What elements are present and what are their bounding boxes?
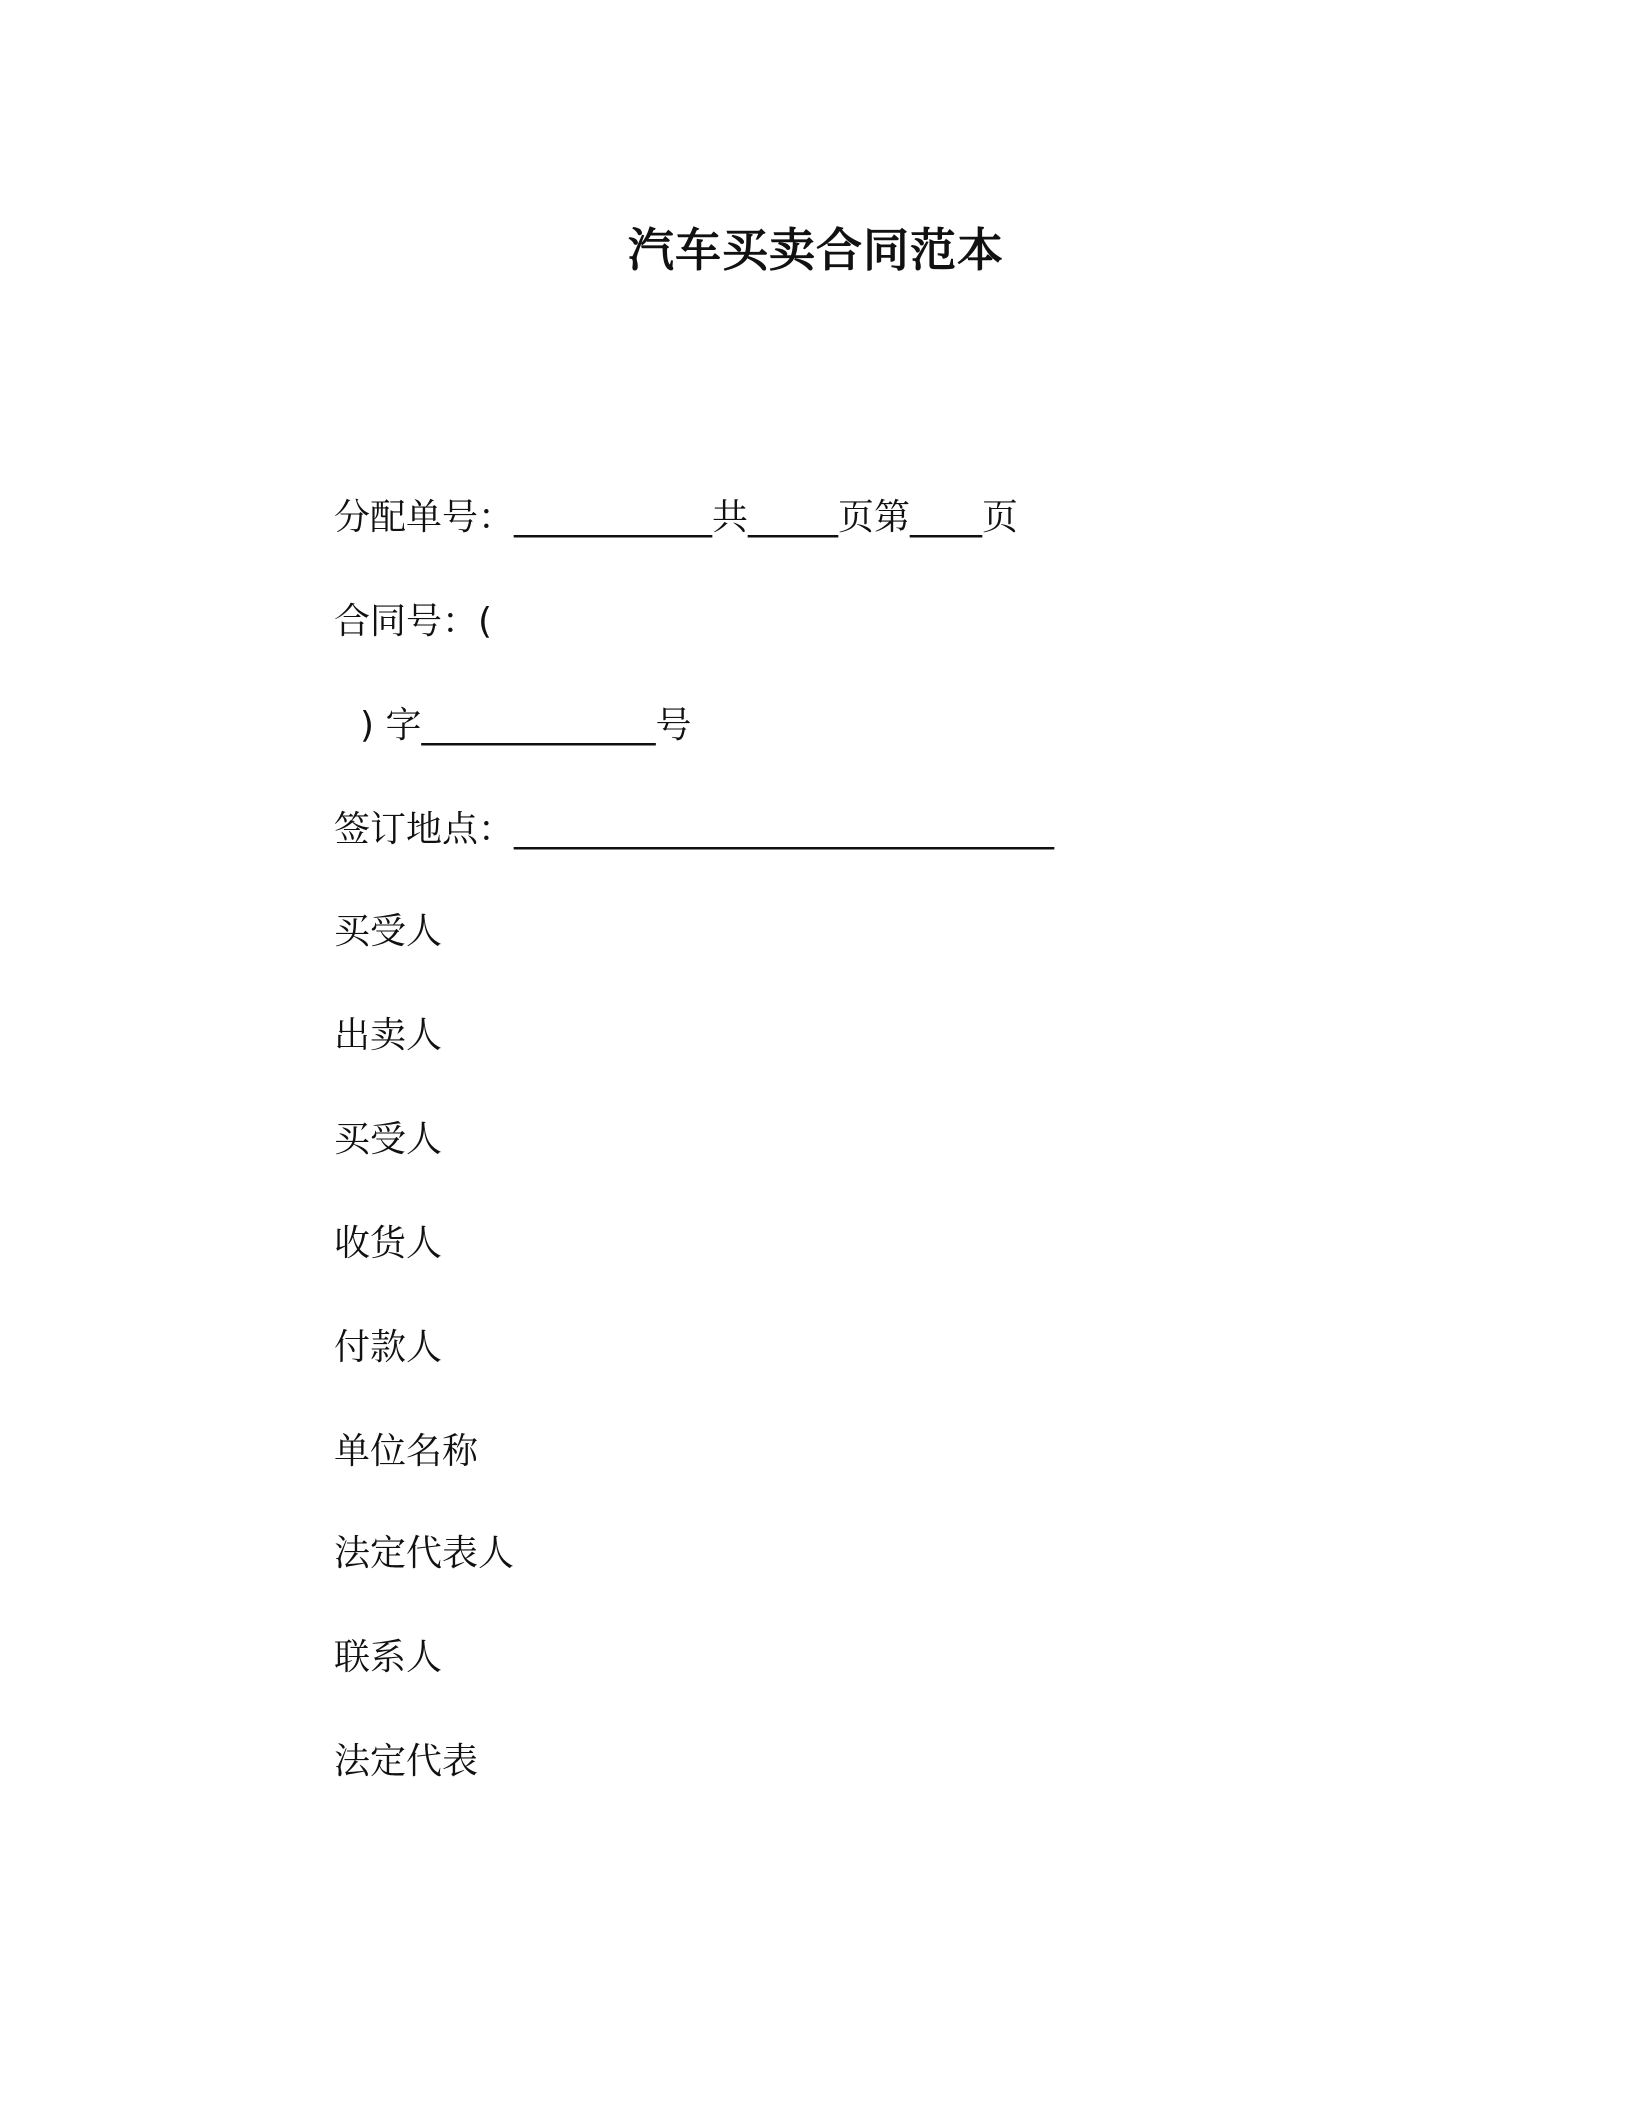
consignee-label: 收货人: [334, 1223, 443, 1264]
contract-number-line: 合同号：(: [334, 601, 493, 642]
buyer-label-2: 买受人: [334, 1119, 443, 1160]
buyer-label: 买受人: [334, 911, 443, 952]
legal-representative-label: 法定代表人: [334, 1533, 515, 1574]
legal-rep-short-label: 法定代表: [334, 1741, 479, 1782]
payer-label: 付款人: [334, 1327, 443, 1368]
document-title: 汽车买卖合同范本: [628, 223, 1004, 277]
contract-number-continuation: ) 字_____________号: [360, 705, 692, 746]
seller-label: 出卖人: [334, 1015, 443, 1056]
contact-person-label: 联系人: [334, 1637, 443, 1678]
allocation-number-line: 分配单号：___________共_____页第____页: [334, 497, 1019, 538]
company-name-label: 单位名称: [334, 1431, 479, 1472]
signing-place-line: 签订地点：______________________________: [334, 809, 1055, 850]
